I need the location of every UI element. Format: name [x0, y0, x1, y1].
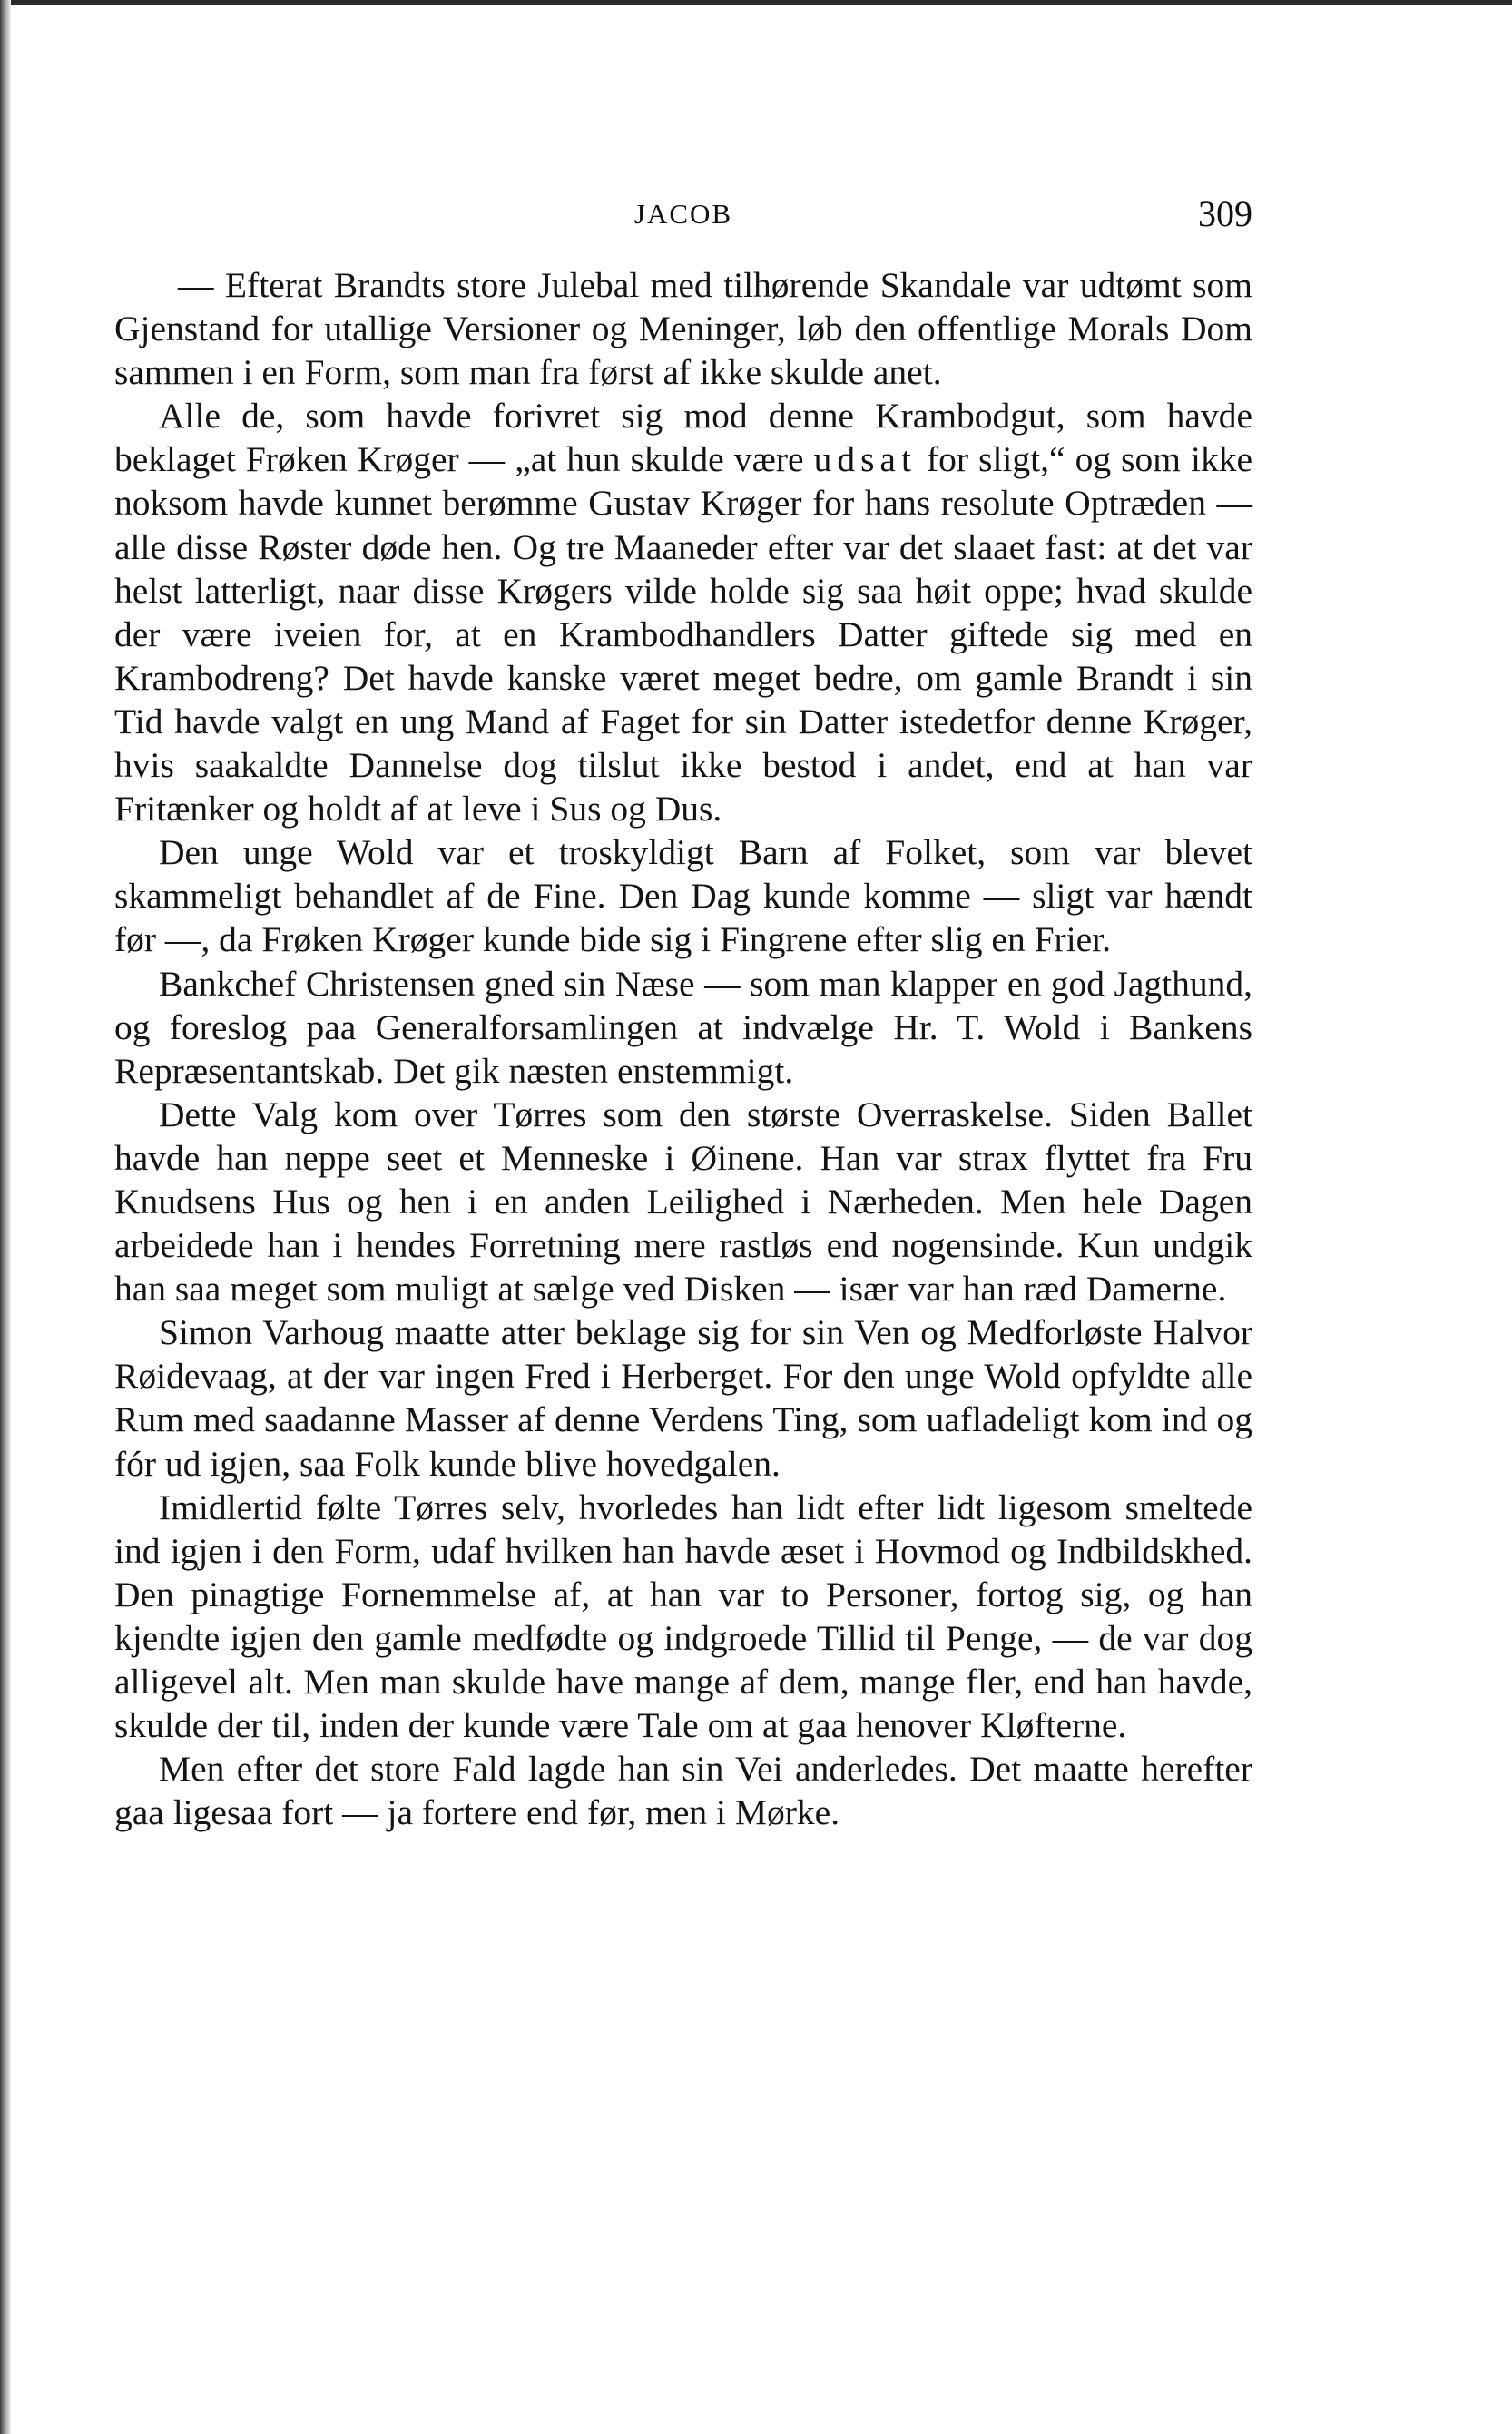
letterspaced-emphasis: udsat: [813, 439, 917, 480]
paragraph-2: [114, 394, 1252, 830]
paragraph-2-part-1: Alle de, som havde forivret sig mod denne Krambodgut, som havde beklaget Frøken Krøger — „at hun skulde være: [114, 396, 1252, 480]
scan-edge-left: [0, 0, 11, 2434]
running-title: JACOB: [633, 198, 733, 230]
paragraph-4: Bankchef Christensen gned sin Næse — som man klapper en god Jagthund, og foreslog paa Generalforsamlingen at indvælge Hr. T. Wold i Bankens Repræsentantskab. Det gik næsten enstemmigt.: [114, 963, 1252, 1091]
paragraph-1: — Efterat Brandts store Julebal med tilhørende Skandale var udtømt som Gjenstand for utallige Versioner og Meninger, løb den offentlige Morals Dom sammen i en Form, som man fra først af ikke skulde anet.: [114, 265, 1252, 393]
body-text: [114, 263, 1252, 1834]
paragraph-3: Den unge Wold var et troskyldigt Barn af Folket, som var blevet skammeligt behandlet af de Fine. Den Dag kunde komme — sligt var hændt før —, da Frøken Krøger kunde bide sig i Fingrene efter slig en Frier.: [114, 832, 1252, 960]
scan-edge-top: [0, 0, 1512, 5]
running-head: [114, 193, 1252, 243]
page-number: 309: [1198, 193, 1252, 234]
paragraph-6: Simon Varhoug maatte atter beklage sig for sin Ven og Medforløste Halvor Røidevaag, at der var ingen Fred i Herberget. For den unge Wold opfyldte alle Rum med saadanne Masser af denne Verdens Ting, som uafladeligt kom ind og fór ud igjen, saa Folk kunde blive hovedgalen.: [114, 1312, 1252, 1484]
paragraph-2-part-2: for sligt,“ og som ikke noksom havde kunnet berømme Gustav Krøger for hans resolute Optræden — alle disse Røster døde hen. Og tre Maaneder efter var det slaaet fast: at det var helst latterligt, naar disse Krøgers vilde holde sig saa høit oppe; hvad skulde der være iveien for, at en Krambodhandlers Datter giftede sig med en Krambodreng? Det havde kanske været meget bedre, om gamle Brandt i sin Tid havde valgt en ung Mand af Faget for sin Datter istedetfor denne Krøger, hvis saakaldte Dannelse dog tilslut ikke bestod i andet, end at han var Fritænker og holdt af at leve i Sus og Dus.: [114, 439, 1252, 829]
paragraph-7: Imidlertid følte Tørres selv, hvorledes han lidt efter lidt ligesom smeltede ind igjen i den Form, udaf hvilken han havde æset i Hovmod og Indbildskhed. Den pinagtige Fornemmelse af, at han var to Personer, fortog sig, og han kjendte igjen den gamle medfødte og indgroede Tillid til Penge, — de var dog alligevel alt. Men man skulde have mange af dem, mange fler, end han havde, skulde der til, inden der kunde være Tale om at gaa henover Kløfterne.: [114, 1487, 1252, 1746]
paragraph-8: Men efter det store Fald lagde han sin Vei anderledes. Det maatte herefter gaa ligesaa fort — ja fortere end før, men i Mørke.: [114, 1749, 1252, 1833]
paragraph-5: Dette Valg kom over Tørres som den største Overraskelse. Siden Ballet havde han neppe seet et Menneske i Øinene. Han var strax flyttet fra Fru Knudsens Hus og hen i en anden Leilighed i Nærheden. Men hele Dagen arbeidede han i hendes Forretning mere rastløs end nogensinde. Kun undgik han saa meget som muligt at sælge ved Disken — især var han ræd Damerne.: [114, 1094, 1252, 1310]
